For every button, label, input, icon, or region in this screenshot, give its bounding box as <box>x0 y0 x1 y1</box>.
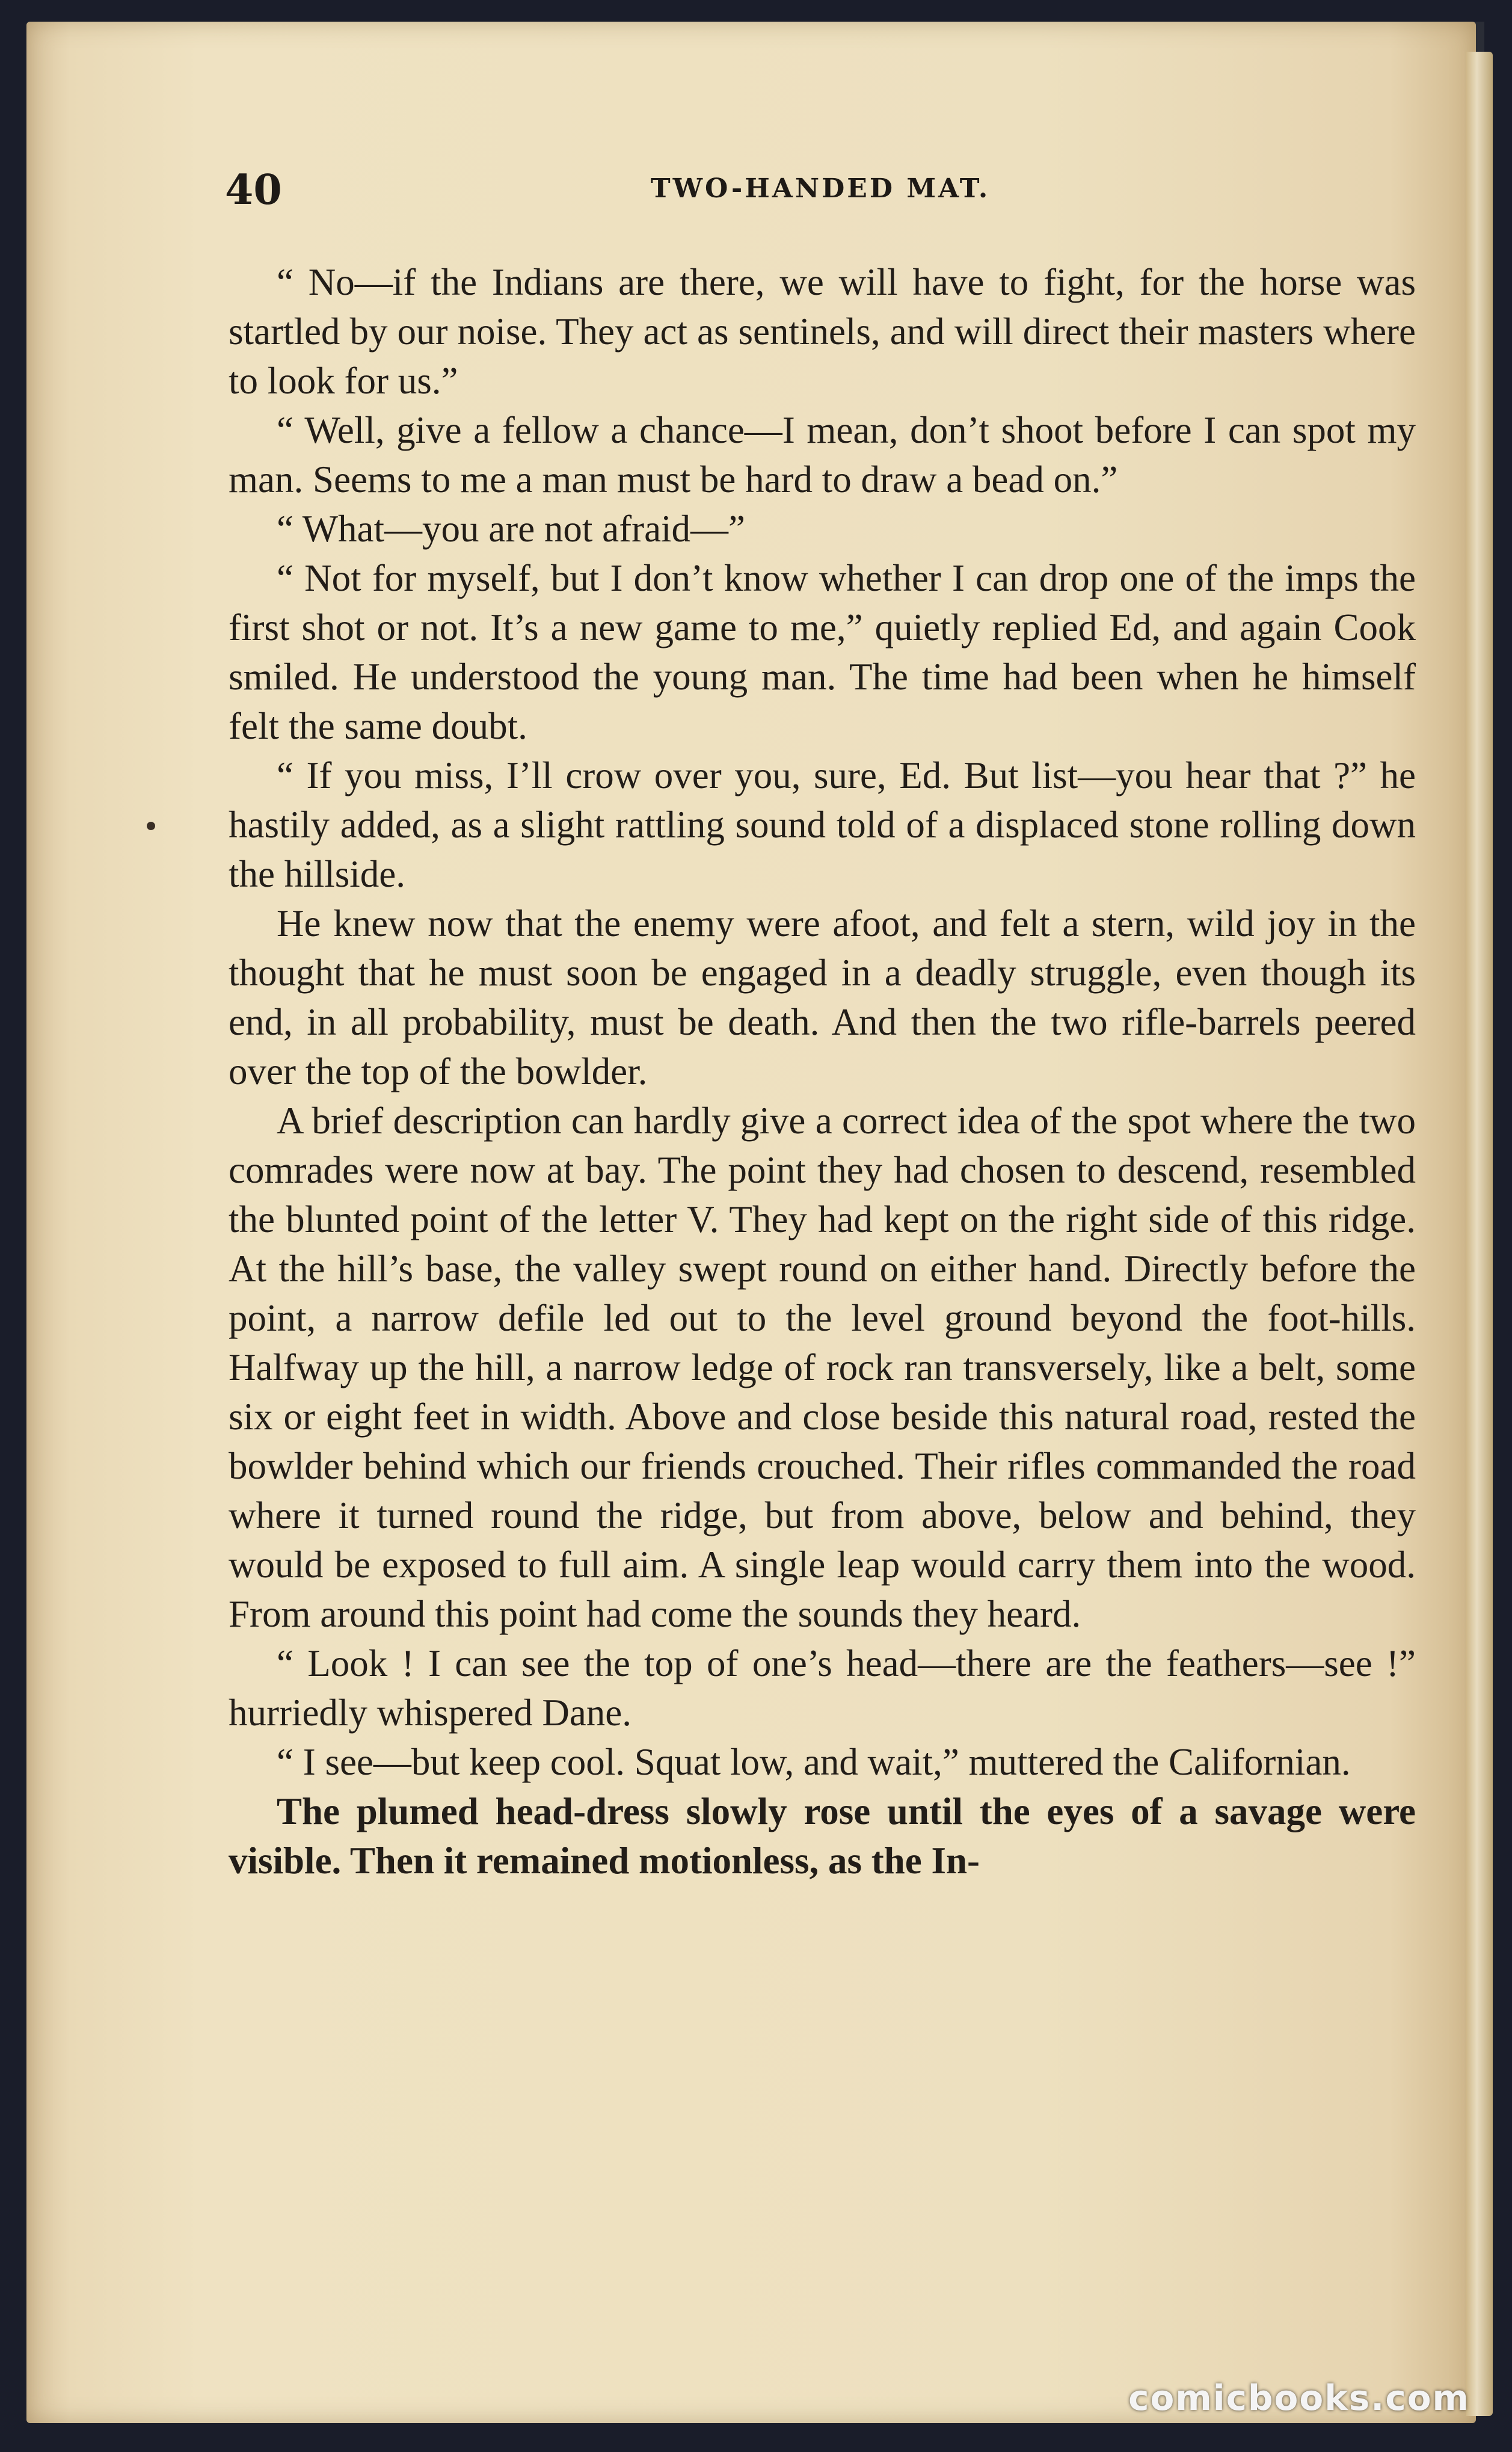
paragraph: “ Well, give a fellow a chance—I mean, don’t shoot before I can spot my man. Seems to me a man must be hard to draw a bead on.” <box>229 409 1416 501</box>
watermark: comicbooks.com <box>1128 2377 1470 2418</box>
paragraph: “ I see—but keep cool. Squat low, and wait,” muttered the Californian. <box>277 1741 1351 1783</box>
paragraph: “ What—you are not afraid—” <box>277 508 746 550</box>
paragraph: “ Not for myself, but I don’t know whether I can drop one of the imps the first shot or not. It’s a new game to me,” quietly replied Ed, and again Cook smiled. He understood the young man. The time had been when he himself felt the same doubt. <box>229 557 1416 747</box>
paragraph: “ No—if the Indians are there, we will have to fight, for the horse was startled by our noise. They act as sentinels, and will direct their masters where to look for us.” <box>229 261 1416 402</box>
paragraph: He knew now that the enemy were afoot, and felt a stern, wild joy in the thought that he must soon be engaged in a deadly struggle, even though its end, in all probability, must be death. And then the two rifle-barrels peered over the top of the bowlder. <box>229 902 1416 1092</box>
page-edge <box>1466 52 1493 2416</box>
ink-spot <box>147 822 155 830</box>
paragraph: “ If you miss, I’ll crow over you, sure, Ed. But list—you hear that ?” he hastily added, as a slight rattling sound told of a displaced stone rolling down the hillside. <box>229 754 1416 895</box>
paragraph: “ Look ! I can see the top of one’s head—there are the feathers—see !” hurriedly whispered Dane. <box>229 1642 1416 1734</box>
paragraph: The plumed head-dress slowly rose until the eyes of a savage were visible. Then it remained motionless, as the In- <box>229 1790 1416 1882</box>
book-page <box>26 22 1476 2423</box>
paragraph: A brief description can hardly give a correct idea of the spot where the two comrades were now at bay. The point they had chosen to descend, resembled the blunted point of the letter V. They had kept on the right side of this ridge. At the hill’s base, the valley swept round on either hand. Directly before the point, a narrow defile led out to the level ground beyond the foot-hills. Halfway up the hill, a narrow ledge of rock ran transversely, like a belt, some six or eight feet in width. Above and close beside this natural road, rested the bowlder behind which our friends crouched. Their rifles commanded the road where it turned round the ridge, but from above, below and behind, they would be exposed to full aim. A single leap would carry them into the wood. From around this point had come the sounds they heard. <box>229 1100 1416 1635</box>
page-number: 40 <box>225 166 282 214</box>
running-title: TWO-HANDED MAT. <box>650 173 991 204</box>
page-header <box>225 166 1416 214</box>
body-text <box>229 257 1416 1885</box>
